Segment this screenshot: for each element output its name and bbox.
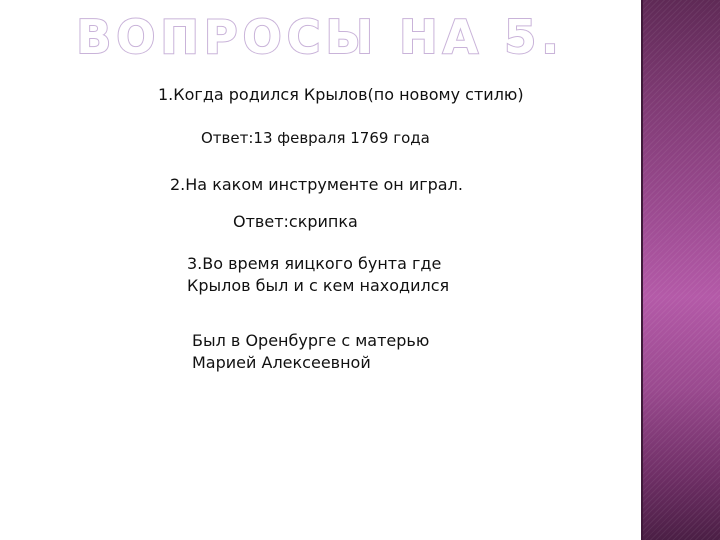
slide-title: ВОПРОСЫ НА 5. <box>76 10 564 64</box>
question-1: 1.Когда родился Крылов(по новому стилю) <box>158 85 524 104</box>
answer-1: Ответ:13 февраля 1769 года <box>201 129 430 147</box>
answer-3: Был в Оренбурге с матерью Марией Алексеевной <box>192 331 430 372</box>
answer-2: Ответ:скрипка <box>233 212 358 231</box>
question-2: 2.На каком инструменте он играл. <box>170 175 463 194</box>
decorative-side-panel <box>641 0 720 540</box>
question-3: 3.Во время яицкого бунта где Крылов был и с кем находился <box>187 254 450 295</box>
